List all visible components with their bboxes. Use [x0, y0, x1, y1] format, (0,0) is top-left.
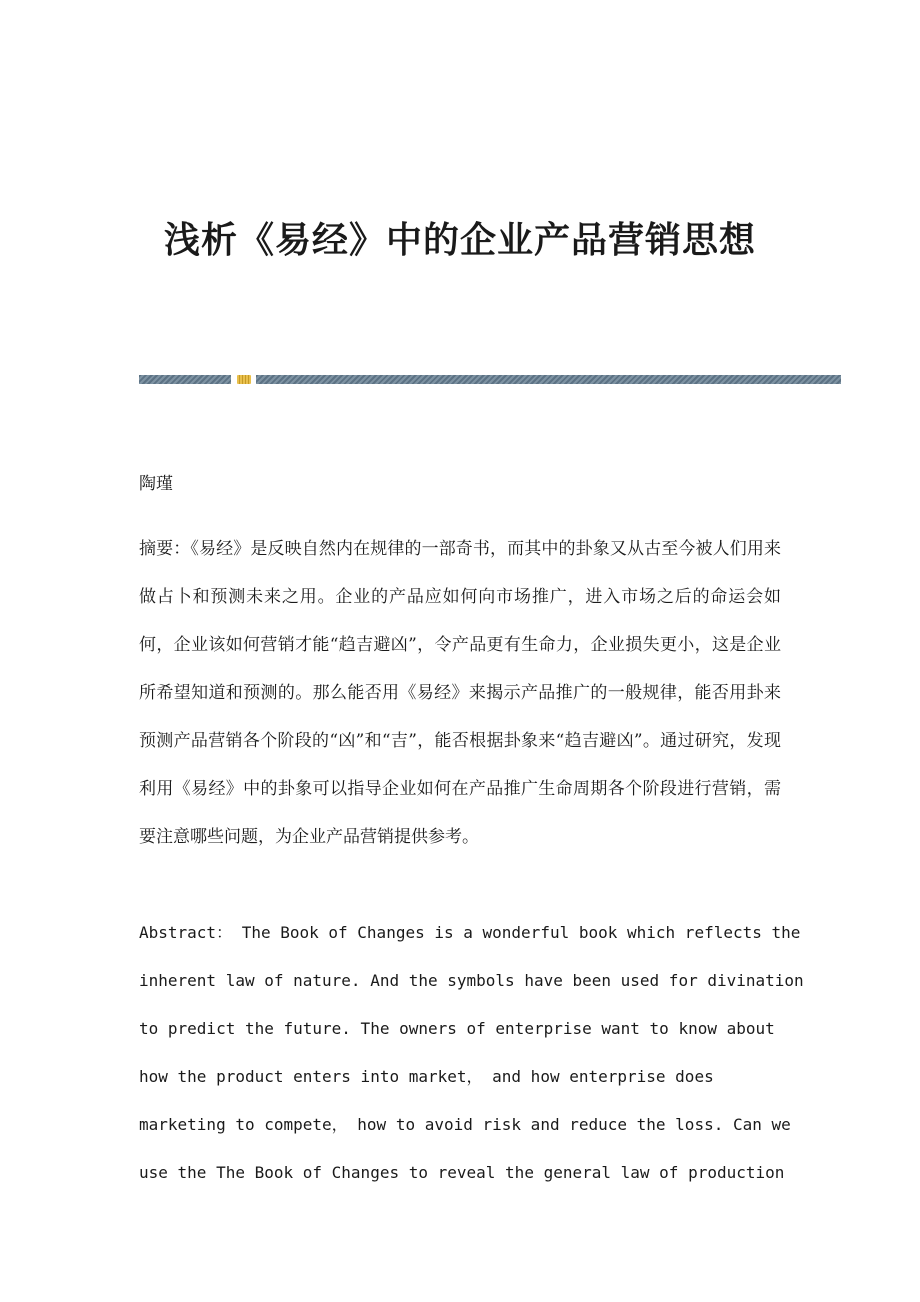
divider-left-segment	[139, 375, 231, 384]
abstract-english-line: Abstract： The Book of Changes is a wonderful book which reflects the	[139, 923, 801, 942]
author-name: 陶瑾	[139, 474, 173, 494]
abstract-english-line: use the The Book of Changes to reveal the general law of production	[139, 1163, 785, 1182]
abstract-chinese: 摘要：《易经》是反映自然内在规律的一部奇书，而其中的卦象又从古至今被人们用来做占卜和预测未来之用。企业的产品应如何向市场推广，进入市场之后的命运会如何，企业该如何营销才能“趋吉避凶”，令产品更有生命力，企业损失更小，这是企业所希望知道和预测的。那么能否用《易经》来揭示产品推广的一般规律，能否用卦来预测产品营销各个阶段的“凶”和“吉”，能否根据卦象来“趋吉避凶”。通过研究，发现利用《易经》中的卦象可以指导企业如何在产品推广生命周期各个阶段进行营销，需要注意哪些问题，为企业产品营销提供参考。	[139, 539, 781, 847]
abstract-english-line: inherent law of nature. And the symbols have been used for divination	[139, 971, 804, 990]
divider-ornament-icon	[237, 375, 251, 384]
abstract-english-line: how the product enters into market， and how enterprise does	[139, 1067, 714, 1086]
abstract-english-line: to predict the future. The owners of enterprise want to know about	[139, 1019, 775, 1038]
divider-right-segment	[256, 375, 841, 384]
abstract-english	[139, 909, 804, 1197]
title-divider	[139, 375, 841, 384]
document-title: 浅析《易经》中的企业产品营销思想	[163, 219, 756, 261]
abstract-english-line: marketing to compete， how to avoid risk and reduce the loss. Can we	[139, 1115, 791, 1134]
